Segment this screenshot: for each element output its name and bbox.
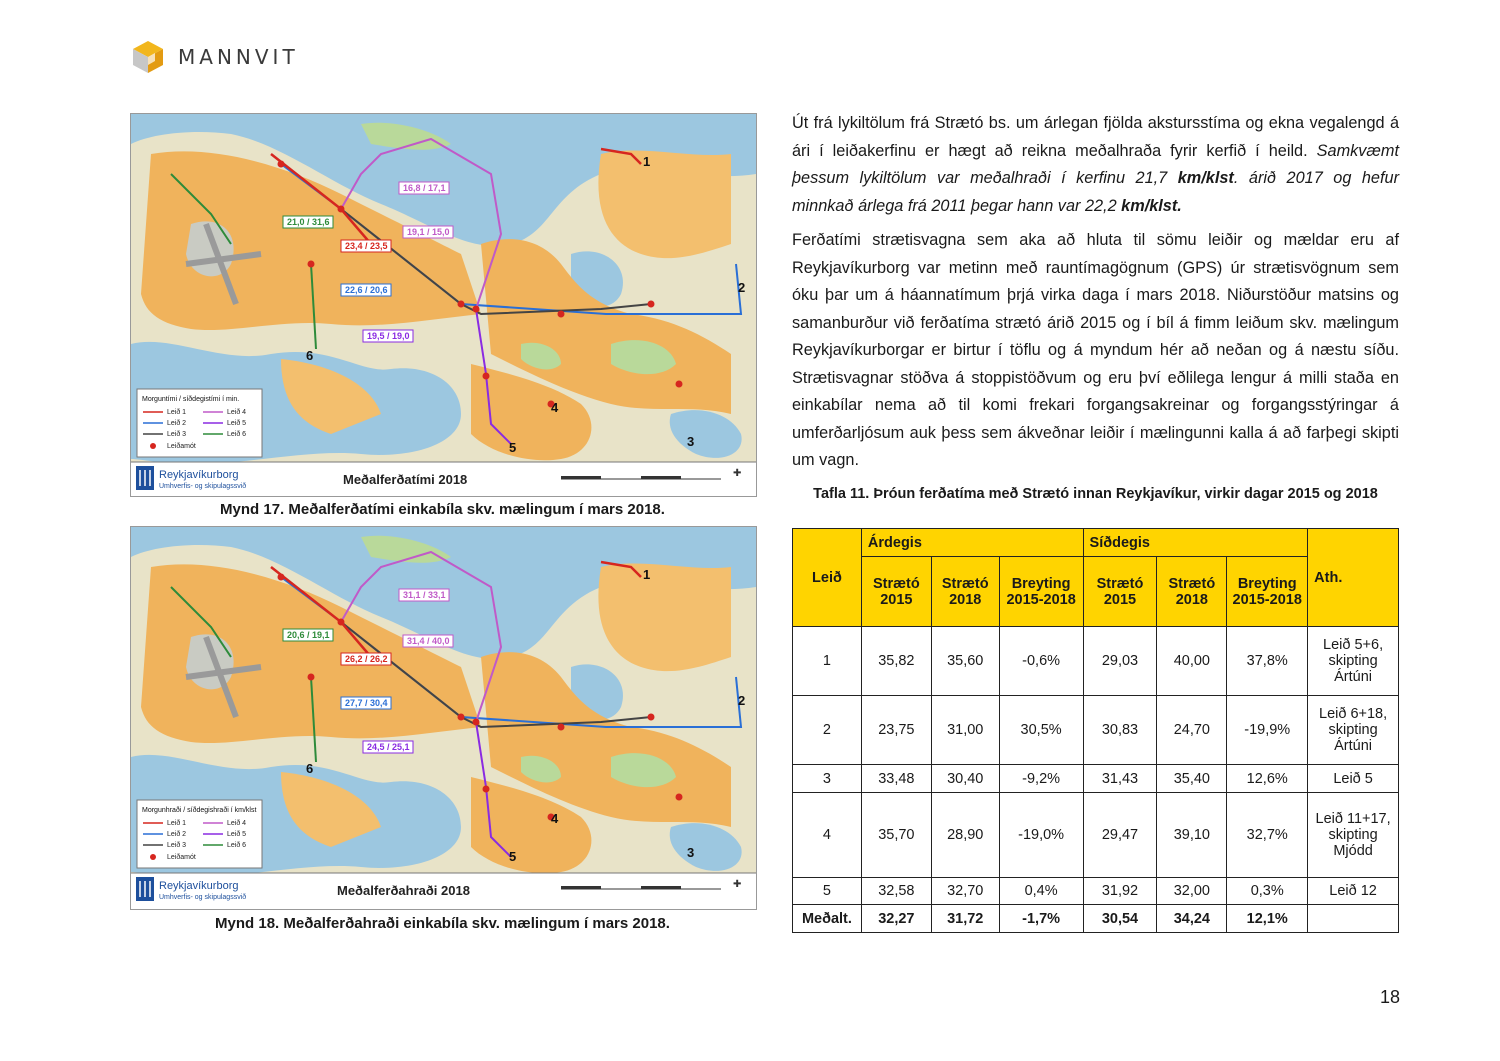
cell-route: Meðalt.	[793, 905, 862, 933]
paragraph1-italic-2: . árið 2017 og hefur minnkað árlega frá 2011 þegar hann var 22,2	[792, 169, 1399, 215]
cell-afternoon-2015: 29,03	[1083, 627, 1157, 696]
cell-note: Leið 5+6, skipting Ártúni	[1308, 627, 1399, 696]
map2-label-3: 31,4 / 40,0	[407, 636, 450, 646]
subheader-bus-2015-afternoon: Strætó 2015	[1083, 557, 1157, 627]
legend-route-3: Leið 3	[167, 842, 187, 849]
travel-speed-map	[130, 526, 757, 910]
cell-afternoon-change: 0,3%	[1227, 878, 1308, 905]
cell-afternoon-2018: 35,40	[1157, 765, 1227, 793]
logo-text: MANNVIT	[178, 45, 299, 69]
map1-route-1: 1	[643, 154, 651, 169]
figure-17-caption: Mynd 17. Meðalferðatími einkabíla skv. mælingum í mars 2018.	[220, 501, 665, 518]
map2-label-4: 26,2 / 26,2	[345, 654, 388, 664]
cell-morning-2015: 32,27	[861, 905, 931, 933]
map1-org: Reykjavíkurborg	[159, 469, 239, 481]
map2-route-3: 3	[687, 845, 695, 860]
map2-label-5: 27,7 / 30,4	[345, 698, 388, 708]
cell-afternoon-change: 32,7%	[1227, 793, 1308, 878]
map1-route-2: 2	[738, 280, 746, 295]
paragraph1-bold-2: km/klst.	[1121, 196, 1182, 215]
reykjavik-shield-icon	[136, 466, 154, 490]
paragraph-travel-time: Ferðatími strætisvagna sem aka að hluta til sömu leiðir og mældar eru af Reykjavíkurborg var metinn með rauntímagögnum (GPS) úr strætisvögnum sem óku þar um á háannatímum þrjá virka daga í mars 2018. Niðurstöður matsins og samanburður við ferðatíma strætó árið 2015 og í bíl á fimm leiðum skv. mælingum Reykjavíkurborgar er birtur í töflu og á myndum hér að neðan og á næstu síðu. Strætisvagnar stöðva á stoppistöðvum og eru því eðlilega lengur á milli staða en einkabílar nema að til komi frekari forgangsakreinar og forgangsstýringar á umferðarljósum auk þess sem ákveðnar leiðir í mælingunni kalla á að farþegi skipti um vagn.	[792, 231, 1399, 469]
subheader-bus-2018-afternoon: Strætó 2018	[1157, 557, 1227, 627]
cell-afternoon-change: -19,9%	[1227, 696, 1308, 765]
cell-afternoon-2018: 39,10	[1157, 793, 1227, 878]
header-note: Ath.	[1308, 529, 1399, 627]
cell-afternoon-change: 37,8%	[1227, 627, 1308, 696]
map2-title: Meðalferðahraði 2018	[337, 883, 470, 898]
map1-label-5: 22,6 / 20,6	[345, 285, 388, 295]
mannvit-logo	[130, 38, 299, 76]
subheader-bus-2015-morning: Strætó 2015	[861, 557, 931, 627]
legend-route-1: Leið 1	[167, 409, 187, 416]
cell-afternoon-2018: 32,00	[1157, 878, 1227, 905]
paragraph1-bold-1: km/klst	[1177, 169, 1234, 187]
cell-afternoon-2015: 30,83	[1083, 696, 1157, 765]
legend-route-4: Leið 4	[227, 820, 247, 827]
legend-route-1: Leið 1	[167, 820, 187, 827]
legend-route-2: Leið 2	[167, 420, 187, 427]
paragraph-average-speed	[792, 110, 1399, 220]
cell-morning-change: -1,7%	[999, 905, 1083, 933]
reykjavik-shield-icon	[136, 877, 154, 901]
figure-18-caption: Mynd 18. Meðalferðahraði einkabíla skv. mælingum í mars 2018.	[215, 915, 670, 932]
cell-morning-2018: 32,70	[931, 878, 999, 905]
map1-org-sub: Umhverfis- og skipulagssvið	[159, 483, 247, 490]
legend-route-2: Leið 2	[167, 831, 187, 838]
cell-route: 3	[793, 765, 862, 793]
map2-route-5: 5	[509, 849, 517, 864]
legend-route-5: Leið 5	[227, 831, 247, 838]
map1-route-4: 4	[551, 400, 559, 415]
cell-afternoon-2015: 30,54	[1083, 905, 1157, 933]
cell-morning-change: -9,2%	[999, 765, 1083, 793]
legend-junction: Leiðamót	[167, 854, 196, 861]
legend-route-4: Leið 4	[227, 409, 247, 416]
map1-route-3: 3	[687, 434, 695, 449]
cell-route: 5	[793, 878, 862, 905]
cell-morning-2015: 33,48	[861, 765, 931, 793]
legend-route-3: Leið 3	[167, 431, 187, 438]
subheader-change-afternoon: Breyting 2015-2018	[1227, 557, 1308, 627]
north-arrow-icon: ✚	[733, 879, 742, 890]
page-number: 18	[1379, 987, 1400, 1007]
legend-route-6: Leið 6	[227, 842, 247, 849]
map1-route-6: 6	[306, 348, 314, 363]
cell-route: 1	[793, 627, 862, 696]
legend-route-5: Leið 5	[227, 420, 247, 427]
cell-morning-2015: 32,58	[861, 878, 931, 905]
table-row	[793, 765, 1399, 793]
cell-morning-2015: 23,75	[861, 696, 931, 765]
table-row	[793, 627, 1399, 696]
table-title: Tafla 11. Þróun ferðatíma með Strætó innan Reykjavíkur, virkir dagar 2015 og 2018	[813, 486, 1378, 502]
map2-route-1: 1	[643, 567, 651, 582]
cell-route: 2	[793, 696, 862, 765]
cell-afternoon-2015: 31,92	[1083, 878, 1157, 905]
map1-label-1: 16,8 / 17,1	[403, 183, 446, 193]
table-row	[793, 878, 1399, 905]
cell-note	[1308, 905, 1399, 933]
cell-morning-change: 30,5%	[999, 696, 1083, 765]
table-row	[793, 793, 1399, 878]
map1-legend-title: Morguntími / síðdegistími í min.	[142, 396, 240, 403]
map2-org-sub: Umhverfis- og skipulagssvið	[159, 894, 247, 901]
travel-time-table	[792, 528, 1399, 933]
north-arrow-icon: ✚	[733, 468, 742, 479]
paragraph1-normal: Út frá lykiltölum frá Strætó bs. um árlegan fjölda akstursstíma og ekna vegalengd á ári í leiðakerfinu er hægt að reikna meðalhraða fyrir kerfið í heild.	[792, 114, 1399, 160]
cell-afternoon-change: 12,6%	[1227, 765, 1308, 793]
header-morning: Árdegis	[861, 529, 1083, 557]
cell-afternoon-2018: 24,70	[1157, 696, 1227, 765]
cell-afternoon-2015: 29,47	[1083, 793, 1157, 878]
cell-note: Leið 6+18, skipting Ártúni	[1308, 696, 1399, 765]
cell-afternoon-2018: 40,00	[1157, 627, 1227, 696]
subheader-change-morning: Breyting 2015-2018	[999, 557, 1083, 627]
header-afternoon: Síðdegis	[1083, 529, 1308, 557]
cell-afternoon-change: 12,1%	[1227, 905, 1308, 933]
map1-route-5: 5	[509, 440, 517, 455]
cell-morning-change: -19,0%	[999, 793, 1083, 878]
map2-route-2: 2	[738, 693, 746, 708]
cell-afternoon-2015: 31,43	[1083, 765, 1157, 793]
cell-morning-2018: 31,00	[931, 696, 999, 765]
cell-morning-change: -0,6%	[999, 627, 1083, 696]
travel-time-map	[130, 113, 757, 497]
map1-label-2: 21,0 / 31,6	[287, 217, 330, 227]
map2-org: Reykjavíkurborg	[159, 880, 239, 892]
map1-label-6: 19,5 / 19,0	[367, 331, 410, 341]
table-row	[793, 696, 1399, 765]
cell-morning-2018: 35,60	[931, 627, 999, 696]
cell-route: 4	[793, 793, 862, 878]
map2-legend-title: Morgunhraði / síðdegishraði í km/klst	[142, 807, 257, 814]
legend-junction: Leiðamót	[167, 443, 196, 450]
map1-label-3: 19,1 / 15,0	[407, 227, 450, 237]
cell-note: Leið 11+17, skipting Mjódd	[1308, 793, 1399, 878]
legend-route-6: Leið 6	[227, 431, 247, 438]
cell-morning-change: 0,4%	[999, 878, 1083, 905]
mannvit-cube-icon	[130, 39, 166, 75]
map2-label-6: 24,5 / 25,1	[367, 742, 410, 752]
subheader-bus-2018-morning: Strætó 2018	[931, 557, 999, 627]
map2-route-6: 6	[306, 761, 314, 776]
paragraph1-italic-1: Samkvæmt þessum lykiltölum var meðalhraði í kerfinu 21,7	[792, 141, 1399, 187]
cell-morning-2015: 35,70	[861, 793, 931, 878]
cell-morning-2015: 35,82	[861, 627, 931, 696]
table-total-row	[793, 905, 1399, 933]
map1-title: Meðalferðatími 2018	[343, 472, 468, 487]
cell-morning-2018: 28,90	[931, 793, 999, 878]
cell-afternoon-2018: 34,24	[1157, 905, 1227, 933]
cell-morning-2018: 31,72	[931, 905, 999, 933]
map2-route-4: 4	[551, 811, 559, 826]
map2-label-2: 20,6 / 19,1	[287, 630, 330, 640]
header-route: Leið	[793, 529, 862, 627]
map1-label-4: 23,4 / 23,5	[345, 241, 388, 251]
map2-label-1: 31,1 / 33,1	[403, 590, 446, 600]
cell-morning-2018: 30,40	[931, 765, 999, 793]
cell-note: Leið 12	[1308, 878, 1399, 905]
cell-note: Leið 5	[1308, 765, 1399, 793]
